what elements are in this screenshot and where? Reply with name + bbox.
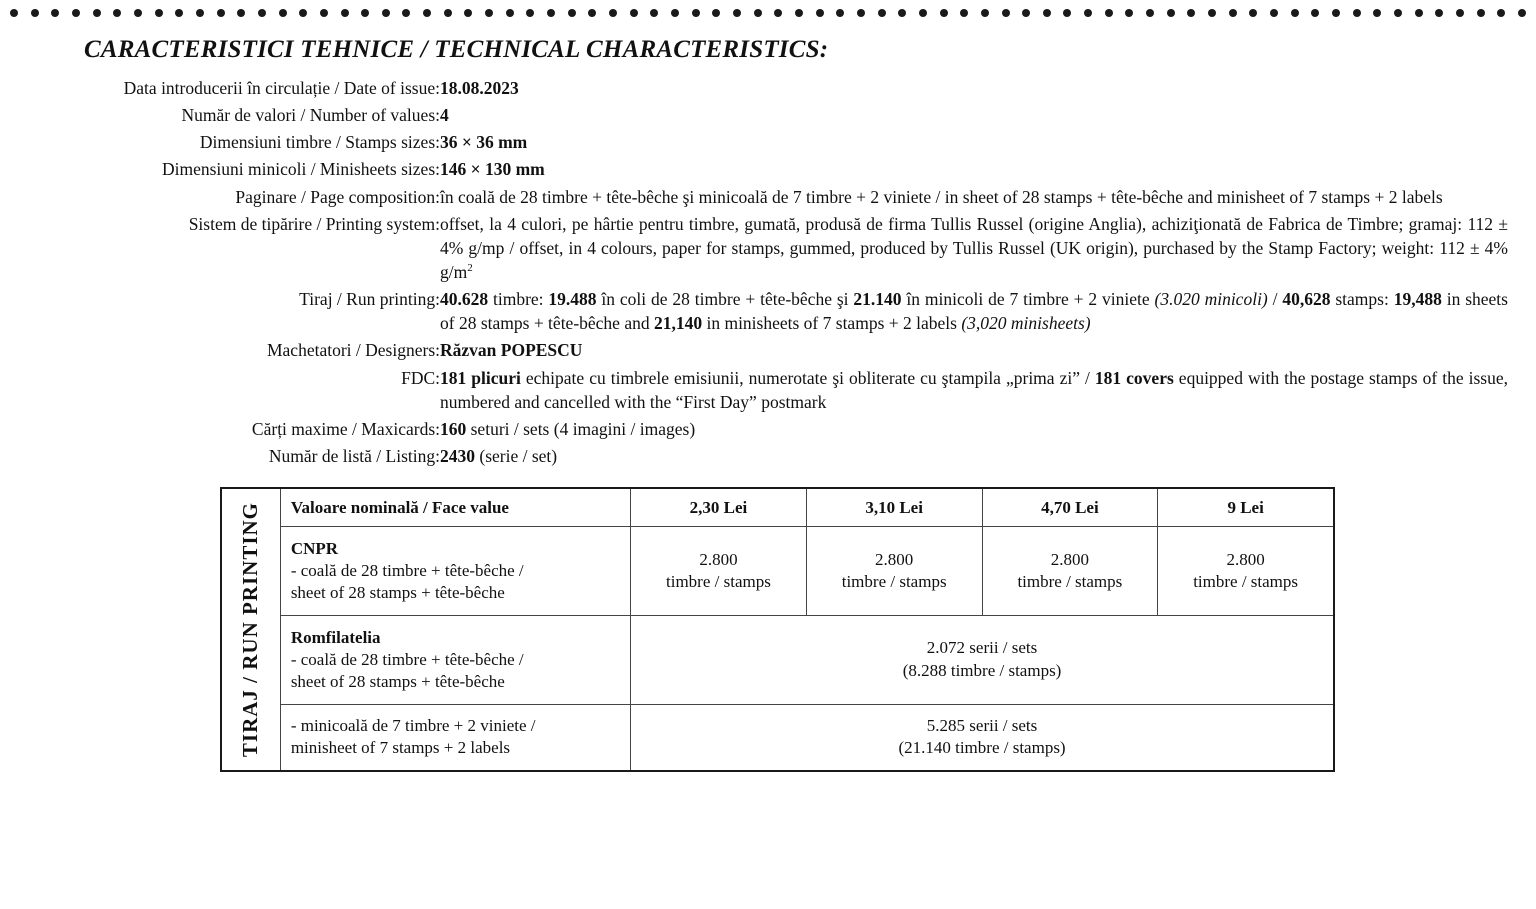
romfilatelia-sheet-quantity: [631, 616, 1334, 705]
border-dot: [1435, 9, 1443, 17]
border-dot: [1291, 9, 1299, 17]
face-value-2: 3,10 Lei: [806, 488, 982, 527]
border-dot: [341, 9, 349, 17]
spec-label: FDC:: [401, 367, 440, 388]
border-dot: [919, 9, 927, 17]
spec-value-bold: 2430: [440, 445, 475, 466]
border-dot: [857, 9, 865, 17]
spec-label: Dimensiuni minicoli / Minisheets sizes:: [161, 159, 440, 180]
border-dot: [547, 9, 555, 17]
border-dot: [10, 9, 18, 17]
border-dot: [279, 9, 287, 17]
border-dot: [1063, 9, 1071, 17]
row-header-line-1: - minicoală de 7 timbre + 2 viniete /: [290, 716, 536, 736]
border-dot: [1167, 9, 1175, 17]
border-dot: [712, 9, 720, 17]
cnpr-quantity-2: [806, 527, 982, 616]
table-row: [221, 616, 1334, 705]
technical-characteristics-table: [40, 76, 1508, 471]
border-dot: [795, 9, 803, 17]
border-dot: [382, 9, 390, 17]
border-dot: [774, 9, 782, 17]
border-dot: [588, 9, 596, 17]
romfilatelia-minisheet-quantity: [631, 704, 1334, 771]
spec-value-bold: 146 × 130 mm: [440, 159, 545, 180]
spec-label: Data introducerii în circulație / Date of issue:: [123, 78, 440, 98]
quantity-unit: timbre / stamps: [841, 572, 947, 592]
spec-value-bold: 36 × 36 mm: [440, 132, 528, 153]
border-dot: [155, 9, 163, 17]
quantity-stamps: (21.140 timbre / stamps): [898, 738, 1066, 758]
spec-row: [40, 130, 1508, 157]
face-value-4: 9 Lei: [1158, 488, 1334, 527]
spec-value: [440, 444, 1508, 471]
border-dot: [981, 9, 989, 17]
border-dot: [1477, 9, 1485, 17]
border-dot: [299, 9, 307, 17]
border-dot: [1022, 9, 1030, 17]
border-dot: [1456, 9, 1464, 17]
row-header-line-2: sheet of 28 stamps + tête-bêche: [290, 583, 505, 603]
border-dot: [650, 9, 658, 17]
spec-label: Dimensiuni timbre / Stamps sizes:: [199, 132, 440, 153]
border-dot: [1394, 9, 1402, 17]
decorative-dot-rule: [10, 8, 1526, 18]
border-dot: [1187, 9, 1195, 17]
spec-value-rest: seturi / sets (4 imagini / images): [466, 418, 696, 439]
spec-row: [40, 287, 1508, 338]
face-value-1: 2,30 Lei: [631, 488, 807, 527]
border-dot: [320, 9, 328, 17]
border-dot: [1208, 9, 1216, 17]
row-header-line-2: sheet of 28 stamps + tête-bêche: [290, 671, 505, 691]
border-dot: [1353, 9, 1361, 17]
spec-row: [40, 103, 1508, 130]
quantity-sets: 2.072 serii / sets: [926, 637, 1038, 657]
run-printing-side-label: TIRAJ / RUN PRINTING: [238, 502, 263, 758]
row-header-title: CNPR: [290, 539, 339, 559]
spec-value: offset, la 4 culori, pe hârtie pentru timbre, gumată, produsă de firma Tullis Russel (origine Anglia), achiziţionată de Fabrica de Timbre; gramaj: 112 ± 4% g/mp / offset, in 4 colours, paper for stamps, gummed, produced by Tullis Russel (UK origin), purchased by the Stamp Factory; weight: 112 ± 4% $g/m^2$: [440, 213, 1508, 282]
border-dot: [609, 9, 617, 17]
border-dot: [1518, 9, 1526, 17]
border-dot: [568, 9, 576, 17]
border-dot: [113, 9, 121, 17]
run-printing-table: [220, 487, 1335, 772]
border-dot: [940, 9, 948, 17]
border-dot: [1125, 9, 1133, 17]
spec-label: Machetatori / Designers:: [266, 340, 440, 361]
border-dot: [51, 9, 59, 17]
border-dot: [506, 9, 514, 17]
border-dot: [692, 9, 700, 17]
border-dot: [175, 9, 183, 17]
spec-label: Număr de valori / Number of values:: [181, 105, 440, 126]
cnpr-quantity-3: [982, 527, 1158, 616]
spec-label: Paginare / Page composition:: [235, 186, 440, 207]
spec-row: [40, 444, 1508, 471]
border-dot: [402, 9, 410, 17]
cnpr-quantity-1: [631, 527, 807, 616]
border-dot: [217, 9, 225, 17]
border-dot: [93, 9, 101, 17]
quantity-number: 2.800: [875, 550, 914, 570]
row-header-cnpr: [280, 527, 630, 616]
border-dot: [1105, 9, 1113, 17]
quantity-number: 2.800: [1050, 550, 1089, 570]
border-dot: [1249, 9, 1257, 17]
border-dot: [1229, 9, 1237, 17]
spec-value-bold: 4: [440, 105, 449, 126]
face-value-header: Valoare nominală / Face value: [280, 488, 630, 527]
spec-value-bold: Răzvan POPESCU: [440, 340, 583, 361]
spec-value: [440, 338, 1508, 365]
border-dot: [1043, 9, 1051, 17]
face-value-3: 4,70 Lei: [982, 488, 1158, 527]
quantity-number: 2.800: [1226, 550, 1265, 570]
row-header-line-1: - coală de 28 timbre + tête-bêche /: [290, 561, 524, 581]
quantity-sets: 5.285 serii / sets: [926, 715, 1038, 735]
border-dot: [671, 9, 679, 17]
spec-row: [40, 338, 1508, 365]
border-dot: [134, 9, 142, 17]
border-dot: [423, 9, 431, 17]
border-dot: [361, 9, 369, 17]
row-header-line-1: - coală de 28 timbre + tête-bêche /: [290, 649, 524, 669]
spec-value: în coală de 28 timbre + tête-bêche şi minicoală de 7 timbre + 2 viniete / in sheet of 28 stamps + tête-bêche and minisheet of 7 stamps + 2 labels: [440, 186, 1443, 207]
border-dot: [878, 9, 886, 17]
spec-row: [40, 185, 1508, 212]
spec-value: [440, 417, 1508, 444]
border-dot: [1146, 9, 1154, 17]
quantity-unit: timbre / stamps: [666, 572, 771, 592]
border-dot: [72, 9, 80, 17]
spec-value: [440, 157, 1508, 184]
table-row: [221, 527, 1334, 616]
spec-value: 181 plicuri echipate cu timbrele emisiunii, numerotate şi obliterate cu ştampila „prima zi” / 181 covers equipped with the postage stamps of the issue, numbered and cancelled with the “First Day” postmark: [440, 367, 1508, 412]
spec-value-rest: (serie / set): [475, 445, 558, 466]
spec-row: [40, 76, 1508, 103]
spec-label: Cărți maxime / Maxicards:: [251, 418, 440, 439]
border-dot: [464, 9, 472, 17]
row-header-title: Romfilatelia: [290, 627, 381, 647]
border-dot: [1002, 9, 1010, 17]
spec-label: Număr de listă / Listing:: [268, 445, 440, 466]
border-dot: [960, 9, 968, 17]
spec-row: [40, 157, 1508, 184]
spec-value: [440, 130, 1508, 157]
quantity-unit: timbre / stamps: [1017, 572, 1123, 592]
border-dot: [630, 9, 638, 17]
border-dot: [1415, 9, 1423, 17]
border-dot: [258, 9, 266, 17]
border-dot: [1311, 9, 1319, 17]
table-row: [221, 488, 1334, 527]
border-dot: [898, 9, 906, 17]
border-dot: [1332, 9, 1340, 17]
cnpr-quantity-4: [1158, 527, 1334, 616]
table-row: [221, 704, 1334, 771]
border-dot: [196, 9, 204, 17]
spec-value: 40.628 timbre: 19.488 în coli de 28 timbre + tête-bêche şi 21.140 în minicoli de 7 timbre + 2 viniete (3.020 minicoli) / 40,628 stamps: 19,488 in sheets of 28 stamps + tête-bêche and 21,140 in minisheets of 7 stamps + 2 labels (3,020 minisheets): [440, 289, 1508, 334]
border-dot: [485, 9, 493, 17]
row-header-line-2: minisheet of 7 stamps + 2 labels: [290, 738, 511, 758]
quantity-unit: timbre / stamps: [1193, 572, 1299, 592]
spec-value: [440, 103, 1508, 130]
border-dot: [1084, 9, 1092, 17]
border-dot: [836, 9, 844, 17]
spec-row: [40, 212, 1508, 287]
quantity-stamps: (8.288 timbre / stamps): [902, 660, 1062, 680]
spec-row: [40, 417, 1508, 444]
spec-row: [40, 366, 1508, 417]
spec-label: Tiraj / Run printing:: [299, 289, 440, 310]
border-dot: [31, 9, 39, 17]
spec-value-bold: 18.08.2023: [440, 78, 519, 98]
spec-value: [440, 76, 1508, 103]
row-header-minisheet: [280, 704, 630, 771]
quantity-number: 2.800: [699, 550, 738, 570]
run-printing-side-label-cell: [221, 488, 280, 771]
border-dot: [1270, 9, 1278, 17]
border-dot: [526, 9, 534, 17]
run-printing-table-wrapper: [220, 487, 1335, 772]
border-dot: [444, 9, 452, 17]
page-title: CARACTERISTICI TEHNICE / TECHNICAL CHARACTERISTICS:: [84, 36, 829, 63]
border-dot: [754, 9, 762, 17]
spec-label: Sistem de tipărire / Printing system:: [188, 213, 440, 234]
row-header-romfilatelia: [280, 616, 630, 705]
border-dot: [1373, 9, 1381, 17]
border-dot: [816, 9, 824, 17]
border-dot: [237, 9, 245, 17]
border-dot: [733, 9, 741, 17]
spec-value-bold: 160: [440, 418, 467, 439]
document-page: [0, 30, 1536, 772]
border-dot: [1497, 9, 1505, 17]
